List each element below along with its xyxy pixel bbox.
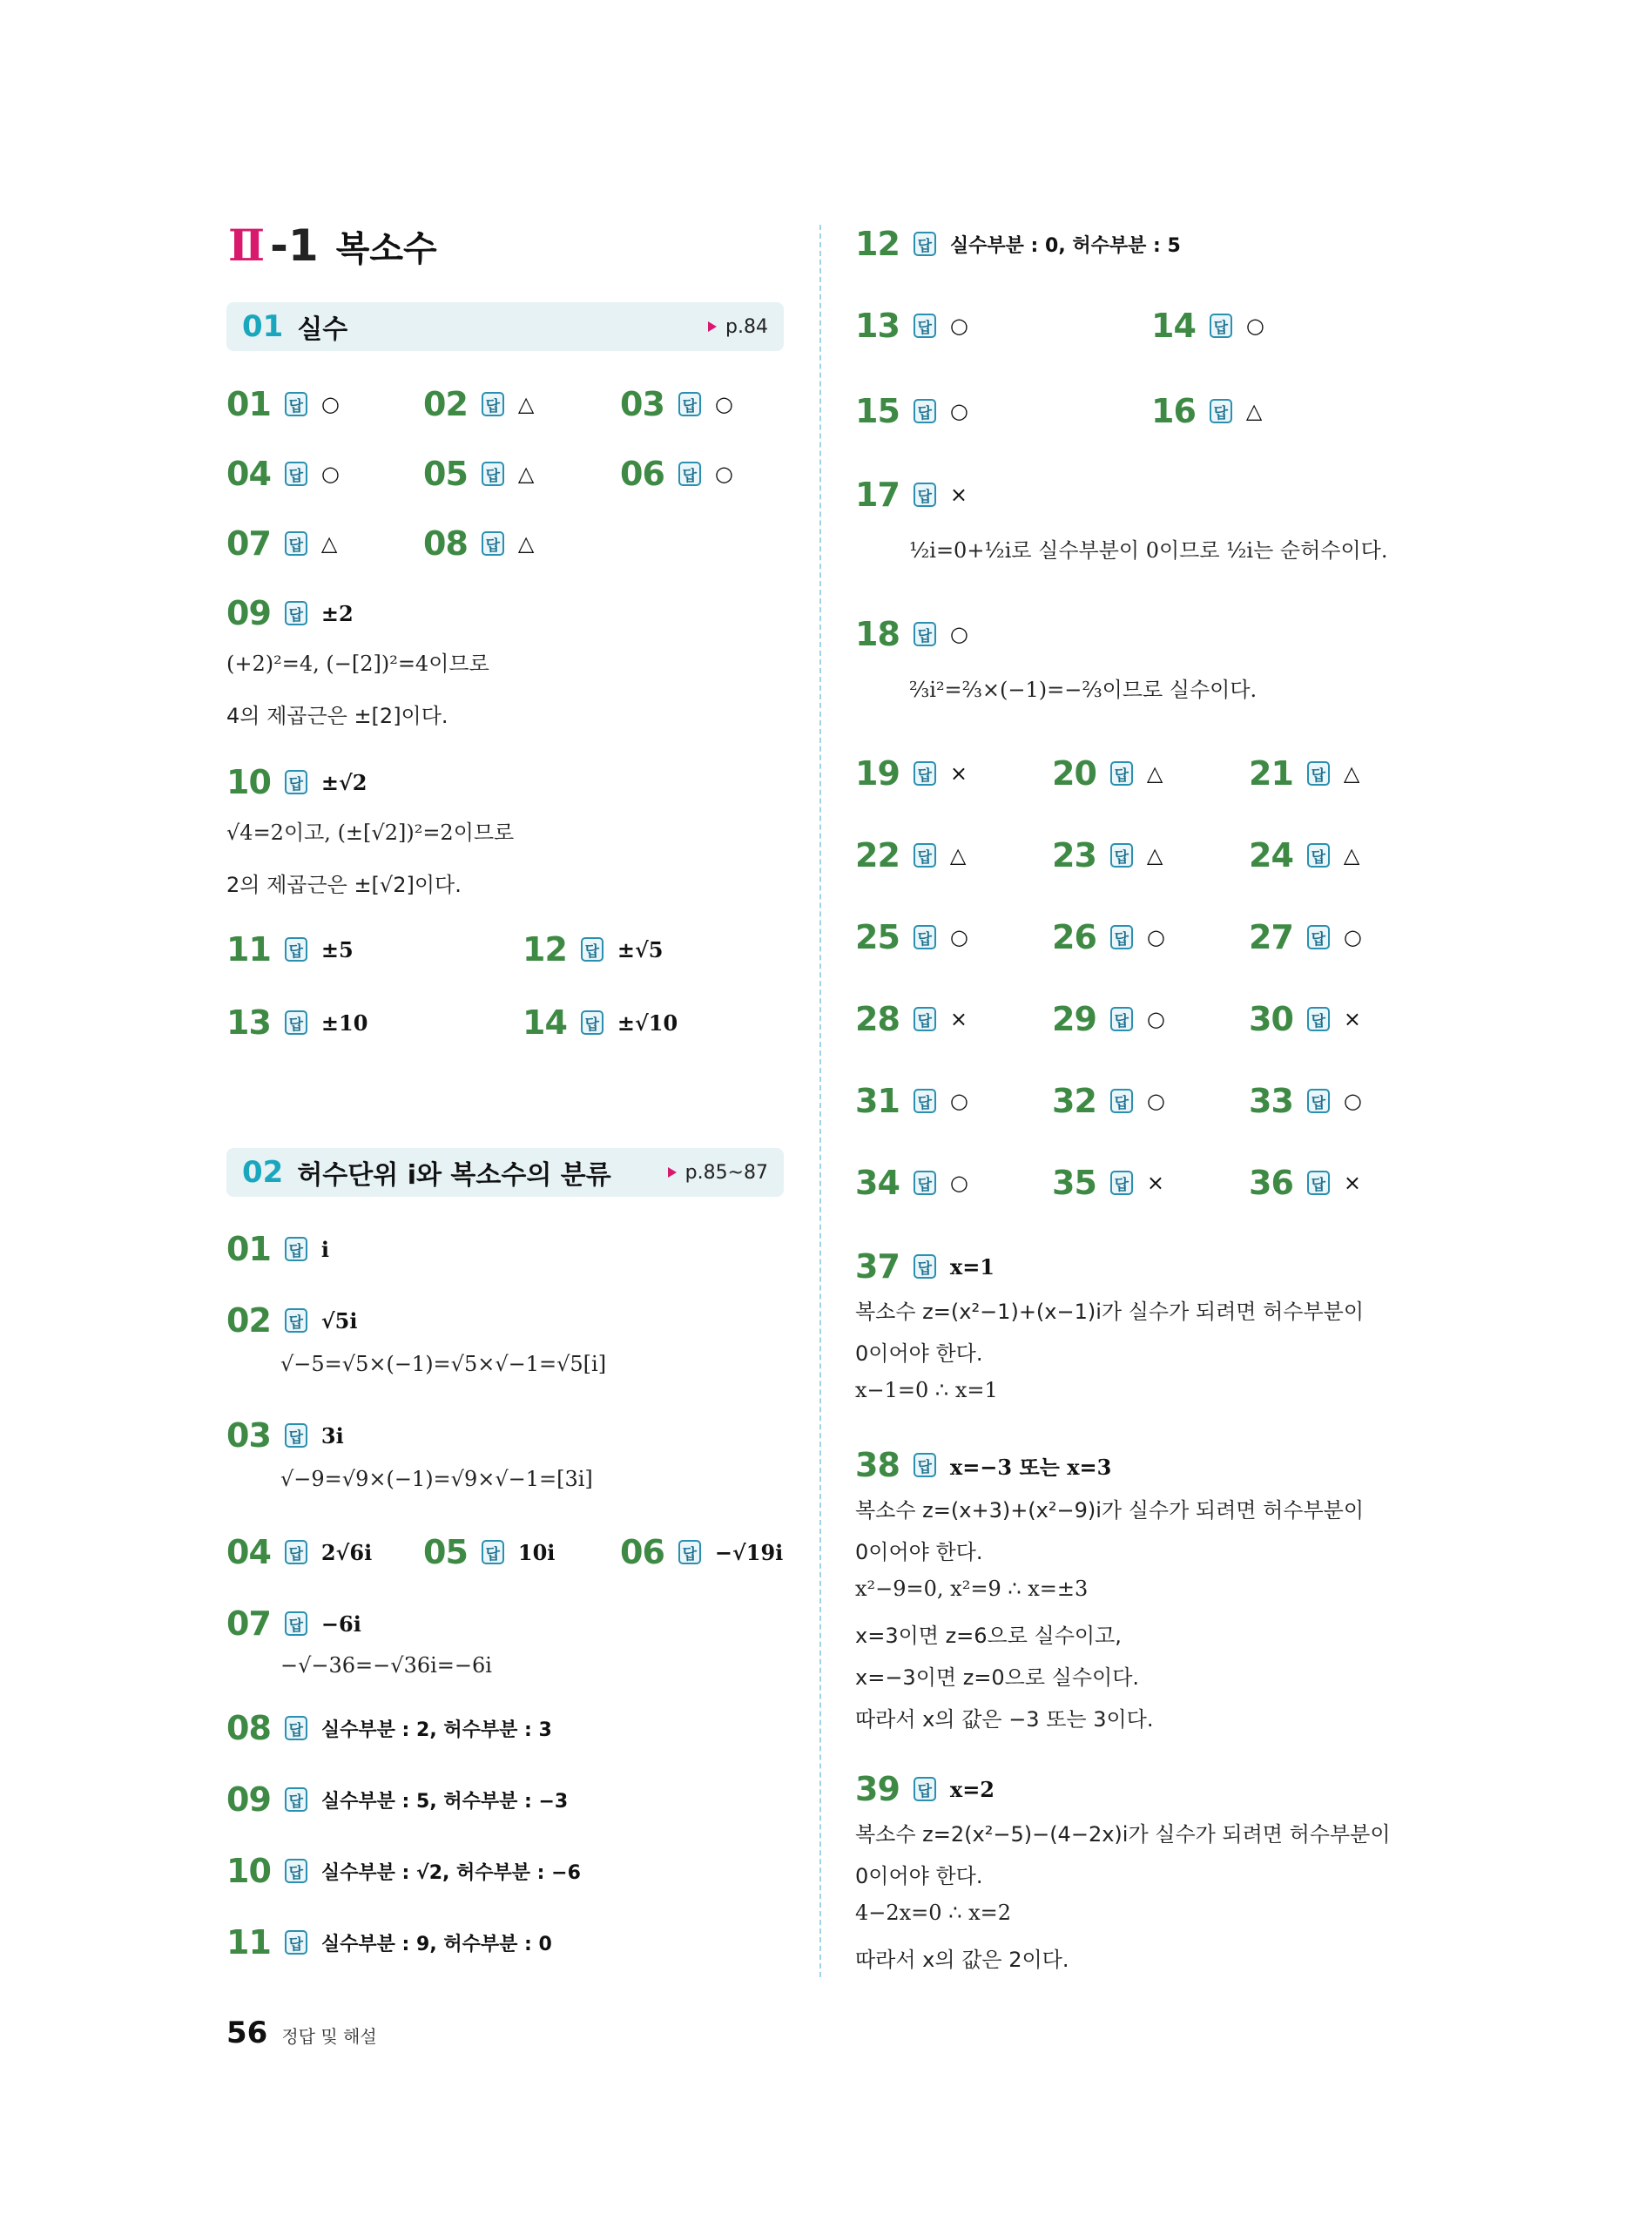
explanation-line: 0이어야 한다.: [855, 1864, 983, 1888]
question-number: 05: [423, 1533, 468, 1571]
question-number: 01: [226, 1230, 271, 1268]
answer-badge: 답: [581, 937, 603, 962]
explanation-line: ⅔i²=⅔×(−1)=−⅔이므로 실수이다.: [909, 678, 1258, 702]
answer-value: △: [1146, 761, 1163, 786]
answer-badge: 답: [285, 1237, 307, 1261]
answer-value: ×: [949, 1007, 968, 1031]
section-number: 01: [242, 309, 284, 344]
answer-badge: 답: [678, 1540, 701, 1564]
question-number: 36: [1249, 1164, 1293, 1202]
question-number: 34: [855, 1164, 900, 1202]
question-number: 31: [855, 1082, 900, 1120]
answer-item: [1151, 307, 1264, 345]
chapter-title: 복소수: [335, 229, 437, 269]
question-number: 28: [855, 1000, 900, 1038]
answer-badge: 답: [285, 1930, 307, 1955]
answer-item: [226, 1230, 329, 1268]
section-title: 실수: [297, 314, 348, 345]
answer-badge: 답: [285, 1716, 307, 1740]
answer-item: [423, 524, 534, 563]
answer-value: △: [949, 843, 967, 868]
chapter-roman: Ⅱ: [228, 219, 266, 271]
answer-badge: 답: [678, 392, 701, 416]
section-page-ref: [708, 316, 768, 338]
answer-badge: 답: [285, 937, 307, 962]
answer-badge: 답: [914, 925, 936, 949]
explanation-line: √4=2이고, (±[√2])²=2이므로: [226, 820, 515, 845]
section-page-ref-text: p.85~87: [684, 1161, 768, 1184]
answer-item: [855, 615, 968, 653]
question-number: 25: [855, 918, 900, 956]
answer-item: [226, 763, 367, 801]
section-number: 02: [242, 1155, 284, 1190]
answer-value: ○: [1146, 925, 1165, 949]
explanation-line: 따라서 x의 값은 2이다.: [855, 1948, 1069, 1972]
answer-badge: 답: [285, 1611, 307, 1636]
question-number: 17: [855, 476, 900, 514]
explanation-line: x=3이면 z=6으로 실수이고,: [855, 1624, 1122, 1648]
answer-item: [226, 1852, 581, 1890]
answer-value: ○: [949, 399, 968, 423]
answer-badge: 답: [285, 770, 307, 794]
answer-badge: 답: [285, 1010, 307, 1035]
answer-value: △: [1343, 843, 1360, 868]
answer-badge: 답: [285, 1308, 307, 1333]
answer-badge: 답: [678, 462, 701, 486]
question-number: 05: [423, 455, 468, 493]
answer-item: [855, 836, 966, 875]
answer-item: [620, 1533, 783, 1571]
answer-badge: 답: [914, 314, 936, 338]
answer-value: ○: [714, 462, 733, 486]
answer-item: [855, 1770, 995, 1808]
question-number: 09: [226, 594, 271, 632]
answer-value: ±5: [320, 936, 354, 962]
answer-item: [620, 455, 733, 493]
question-number: 15: [855, 392, 900, 430]
question-number: 35: [1052, 1164, 1096, 1202]
question-number: 01: [226, 385, 271, 423]
answer-value: △: [517, 462, 535, 486]
answer-item: [226, 1003, 367, 1042]
answer-value: ±√2: [320, 769, 367, 795]
answer-item: [855, 225, 1181, 263]
answer-value: ○: [949, 314, 968, 338]
question-number: 08: [226, 1709, 271, 1747]
section-title: 허수단위 i와 복소수의 분류: [297, 1160, 611, 1191]
answer-badge: 답: [914, 1254, 936, 1279]
answer-badge: 답: [1307, 761, 1330, 786]
answer-item: [423, 385, 534, 423]
answer-value: ○: [949, 1089, 968, 1113]
question-number: 02: [423, 385, 468, 423]
answer-item: [226, 1709, 552, 1747]
triangle-icon: [708, 321, 717, 332]
answer-value: ×: [949, 483, 968, 507]
explanation-line: 복소수 z=2(x²−5)−(4−2x)i가 실수가 되려면 허수부분이: [855, 1822, 1391, 1847]
question-number: 09: [226, 1780, 271, 1819]
answer-value: ○: [714, 392, 733, 416]
explanation-line: (+2)²=4, (−[2])²=4이므로: [226, 652, 489, 676]
question-number: 12: [855, 225, 900, 263]
question-number: 10: [226, 763, 271, 801]
answer-item: [226, 1780, 568, 1819]
answer-value: ×: [1146, 1171, 1164, 1195]
explanation-line: 2의 제곱근은 ±[√2]이다.: [226, 873, 462, 897]
answer-value: ×: [1343, 1171, 1361, 1195]
answer-value: △: [320, 531, 338, 556]
page-footer: [226, 2016, 377, 2050]
explanation-line: 복소수 z=(x+3)+(x²−9)i가 실수가 되려면 허수부분이: [855, 1498, 1364, 1523]
answer-value: △: [1146, 843, 1163, 868]
answer-badge: 답: [285, 462, 307, 486]
answer-value: ×: [1343, 1007, 1361, 1031]
answer-item: [226, 1923, 552, 1962]
answer-value: ○: [320, 392, 340, 416]
answer-item: [1052, 1000, 1165, 1038]
column-divider: [819, 225, 821, 1977]
answer-value: ±√10: [617, 1010, 678, 1036]
question-number: 14: [523, 1003, 567, 1042]
question-number: 08: [423, 524, 468, 563]
answer-item: [423, 455, 534, 493]
answer-value: −6i: [320, 1611, 361, 1637]
answer-badge: 답: [1210, 314, 1232, 338]
section-bar-01: [226, 302, 784, 351]
question-number: 18: [855, 615, 900, 653]
question-number: 13: [226, 1003, 271, 1042]
answer-badge: 답: [285, 1859, 307, 1883]
answer-value: ±√5: [617, 936, 664, 962]
answer-badge: 답: [1110, 925, 1133, 949]
answer-badge: 답: [482, 1540, 504, 1564]
question-number: 06: [620, 1533, 664, 1571]
answer-value: ○: [1343, 925, 1362, 949]
answer-item: [226, 385, 340, 423]
answer-item: [226, 930, 354, 969]
explanation-line: 따라서 x의 값은 −3 또는 3이다.: [855, 1707, 1154, 1732]
answer-badge: 답: [285, 392, 307, 416]
answer-value: △: [1245, 399, 1263, 423]
answer-value: ○: [1146, 1007, 1165, 1031]
explanation-line: ½i=0+½i로 실수부분이 0이므로 ½i는 순허수이다.: [909, 538, 1388, 563]
answer-value: x=1: [949, 1253, 995, 1280]
answer-item: [855, 307, 968, 345]
answer-badge: 답: [914, 761, 936, 786]
question-number: 02: [226, 1301, 271, 1340]
question-number: 37: [855, 1247, 900, 1286]
question-number: 19: [855, 754, 900, 793]
answer-item: [1151, 392, 1262, 430]
answer-badge: 답: [914, 399, 936, 423]
question-number: 33: [1249, 1082, 1293, 1120]
question-number: 11: [226, 1923, 271, 1962]
answer-value: ○: [1245, 314, 1264, 338]
answer-item: [855, 1000, 968, 1038]
answer-value: ○: [949, 1171, 968, 1195]
answer-badge: 답: [914, 1453, 936, 1477]
answer-value: ○: [949, 622, 968, 646]
answer-value: △: [517, 531, 535, 556]
triangle-icon: [668, 1167, 677, 1178]
answer-value: △: [517, 392, 535, 416]
answer-badge: 답: [914, 1007, 936, 1031]
question-number: 12: [523, 930, 567, 969]
answer-badge: 답: [1110, 761, 1133, 786]
answer-badge: 답: [1110, 843, 1133, 868]
answer-badge: 답: [285, 1423, 307, 1448]
answer-item: [1052, 836, 1163, 875]
answer-value: 3i: [320, 1422, 344, 1449]
answer-item: [523, 930, 663, 969]
answer-value: x=2: [949, 1776, 995, 1802]
answer-item: [1249, 836, 1359, 875]
answer-item: [855, 754, 968, 793]
page-number: 56: [226, 2016, 268, 2050]
explanation-line: √−5=√5×(−1)=√5×√−1=√5[i]: [280, 1352, 607, 1376]
question-number: 27: [1249, 918, 1293, 956]
question-number: 26: [1052, 918, 1096, 956]
answer-value: ○: [1343, 1089, 1362, 1113]
answer-item: [226, 594, 354, 632]
answer-badge: 답: [914, 483, 936, 507]
explanation-line: −√−36=−√36i=−6i: [280, 1653, 492, 1678]
answer-item: [620, 385, 733, 423]
answer-item: [855, 1446, 1111, 1484]
answer-badge: 답: [1110, 1007, 1133, 1031]
question-number: 07: [226, 1604, 271, 1643]
answer-value: ±2: [320, 600, 354, 626]
answer-item: [1249, 918, 1362, 956]
answer-value: 10i: [517, 1539, 556, 1565]
answer-badge: 답: [285, 1787, 307, 1812]
answer-item: [855, 918, 968, 956]
answer-badge: 답: [1307, 1089, 1330, 1113]
question-number: 16: [1151, 392, 1196, 430]
footer-label: 정답 및 해설: [281, 2026, 377, 2047]
explanation-line: 0이어야 한다.: [855, 1540, 983, 1564]
question-number: 07: [226, 524, 271, 563]
answer-item: [226, 1604, 361, 1643]
answer-value: ○: [320, 462, 340, 486]
explanation-line: 4의 제곱근은 ±[2]이다.: [226, 704, 448, 728]
question-number: 03: [620, 385, 664, 423]
answer-badge: 답: [581, 1010, 603, 1035]
answer-item: [855, 1247, 995, 1286]
answer-badge: 답: [914, 622, 936, 646]
answer-value: 실수부분 : 2, 허수부분 : 3: [320, 1719, 552, 1741]
question-number: 20: [1052, 754, 1096, 793]
section-page-ref: [668, 1162, 768, 1184]
answer-value: 실수부분 : 5, 허수부분 : −3: [320, 1790, 569, 1813]
answer-value: 실수부분 : √2, 허수부분 : −6: [320, 1861, 581, 1884]
section-bar-02: [226, 1148, 784, 1197]
answer-item: [226, 455, 340, 493]
chapter-number: -1: [270, 220, 319, 271]
question-number: 30: [1249, 1000, 1293, 1038]
explanation-line: x−1=0 ∴ x=1: [855, 1378, 998, 1402]
answer-badge: 답: [1307, 1171, 1330, 1195]
answer-value: ○: [949, 925, 968, 949]
answer-value: 2√6i: [320, 1539, 373, 1565]
question-number: 06: [620, 455, 664, 493]
answer-value: √5i: [320, 1307, 358, 1334]
question-number: 13: [855, 307, 900, 345]
answer-value: x=−3 또는 x=3: [949, 1454, 1112, 1480]
answer-value: 실수부분 : 9, 허수부분 : 0: [320, 1933, 552, 1955]
answer-item: [1052, 1164, 1164, 1202]
answer-badge: 답: [1210, 399, 1232, 423]
answer-item: [1249, 1082, 1362, 1120]
answer-badge: 답: [482, 462, 504, 486]
answer-badge: 답: [285, 531, 307, 556]
answer-badge: 답: [482, 531, 504, 556]
question-number: 22: [855, 836, 900, 875]
answer-badge: 답: [1307, 925, 1330, 949]
answer-badge: 답: [482, 392, 504, 416]
question-number: 11: [226, 930, 271, 969]
answer-item: [226, 1533, 372, 1571]
question-number: 39: [855, 1770, 900, 1808]
answer-badge: 답: [285, 1540, 307, 1564]
answer-value: ±10: [320, 1010, 368, 1036]
answer-item: [1249, 1000, 1361, 1038]
explanation-line: 복소수 z=(x²−1)+(x−1)i가 실수가 되려면 허수부분이: [855, 1300, 1364, 1324]
answer-item: [855, 1164, 968, 1202]
explanation-line: 4−2x=0 ∴ x=2: [855, 1901, 1012, 1925]
answer-badge: 답: [1307, 843, 1330, 868]
answer-badge: 답: [914, 1171, 936, 1195]
answer-item: [1052, 754, 1163, 793]
answer-item: [1052, 918, 1165, 956]
answer-value: 실수부분 : 0, 허수부분 : 5: [949, 234, 1181, 257]
explanation-line: x=−3이면 z=0으로 실수이다.: [855, 1665, 1140, 1690]
answer-item: [855, 392, 968, 430]
answer-badge: 답: [1110, 1171, 1133, 1195]
answer-badge: 답: [914, 232, 936, 256]
explanation-line: x²−9=0, x²=9 ∴ x=±3: [855, 1577, 1089, 1601]
answer-item: [1249, 1164, 1361, 1202]
answer-badge: 답: [914, 1089, 936, 1113]
answer-value: △: [1343, 761, 1360, 786]
answer-item: [1052, 1082, 1165, 1120]
question-number: 03: [226, 1416, 271, 1455]
answer-badge: 답: [914, 1777, 936, 1801]
question-number: 10: [226, 1852, 271, 1890]
question-number: 23: [1052, 836, 1096, 875]
answer-item: [423, 1533, 555, 1571]
answer-item: [523, 1003, 678, 1042]
chapter-heading: [228, 219, 437, 271]
answer-item: [855, 476, 968, 514]
question-number: 38: [855, 1446, 900, 1484]
explanation-line: √−9=√9×(−1)=√9×√−1=[3i]: [280, 1467, 593, 1491]
answer-badge: 답: [914, 843, 936, 868]
question-number: 24: [1249, 836, 1293, 875]
answer-item: [226, 1416, 344, 1455]
section-page-ref-text: p.84: [725, 315, 768, 338]
answer-item: [1249, 754, 1359, 793]
answer-item: [226, 524, 337, 563]
answer-item: [855, 1082, 968, 1120]
answer-value: ○: [1146, 1089, 1165, 1113]
explanation-line: 0이어야 한다.: [855, 1341, 983, 1366]
answer-badge: 답: [1110, 1089, 1133, 1113]
answer-value: ×: [949, 761, 968, 786]
answer-value: i: [320, 1236, 330, 1262]
question-number: 29: [1052, 1000, 1096, 1038]
question-number: 14: [1151, 307, 1196, 345]
answer-item: [226, 1301, 357, 1340]
answer-badge: 답: [285, 601, 307, 625]
question-number: 04: [226, 455, 271, 493]
question-number: 32: [1052, 1082, 1096, 1120]
question-number: 04: [226, 1533, 271, 1571]
answer-badge: 답: [1307, 1007, 1330, 1031]
question-number: 21: [1249, 754, 1293, 793]
answer-value: −√19i: [714, 1539, 784, 1565]
